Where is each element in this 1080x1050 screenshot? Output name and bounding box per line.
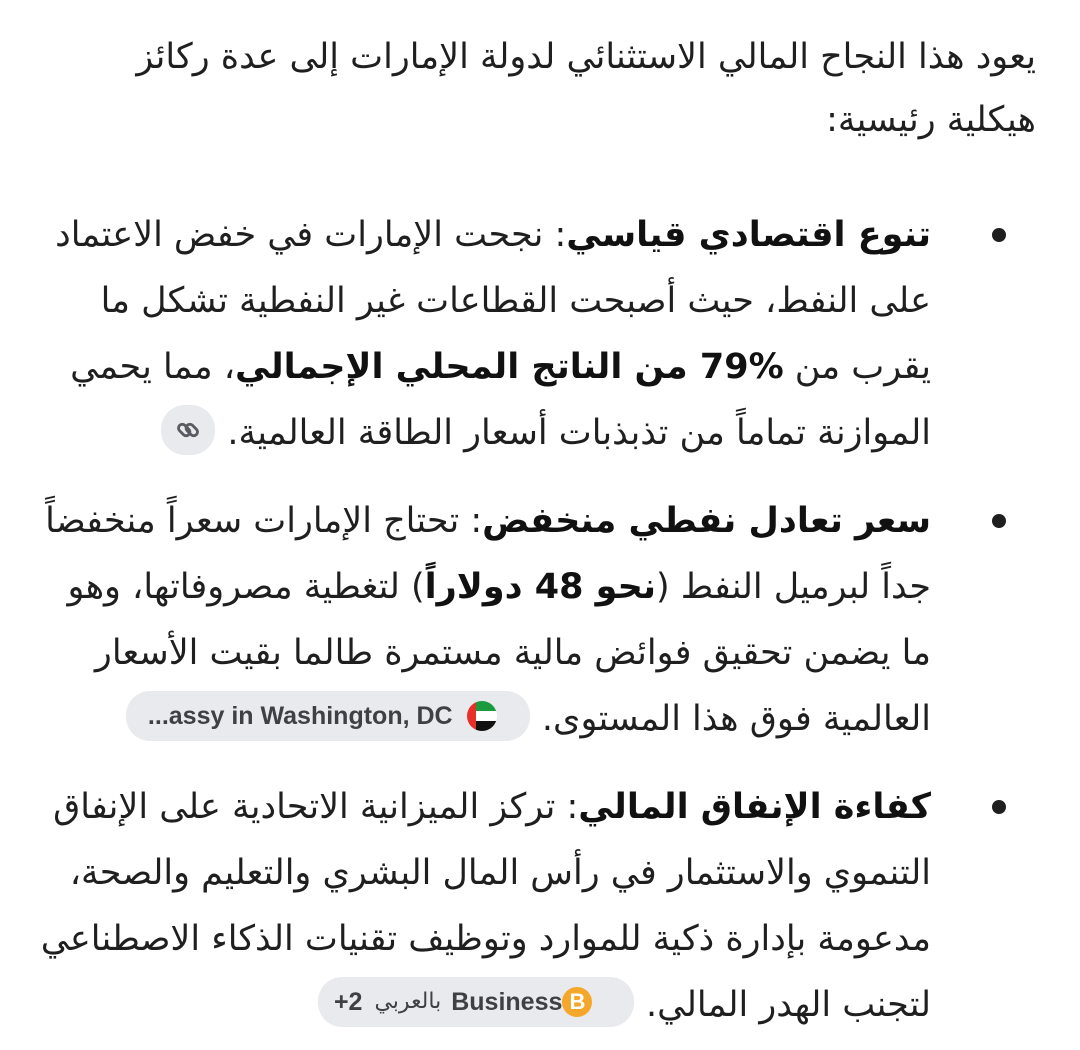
source-label-ar: بالعربي [374, 989, 442, 1014]
bullet-dot [992, 228, 1006, 242]
bullet-text: : نجحت الإمارات في خفض الاعتماد على النفط، حيث أصبحت القطاعات غير النفطية تشكل ما يقرب من [55, 215, 931, 387]
bullet-list [36, 202, 1036, 1038]
bullet-bold-value [235, 347, 784, 387]
source-chip-embassy[interactable] [126, 691, 530, 741]
bullet-title: سعر تعادل نفطي منخفض [482, 501, 931, 541]
bullet-dot [992, 800, 1006, 814]
business-logo-icon: B [562, 987, 592, 1017]
bullet-text: : تركز الميزانية الاتحادية على الإنفاق التنموي والاستثمار في رأس المال البشري والتعليم والصحة، مدعومة بإدارة ذكية للموارد وتوظيف تقنيات الذكاء الاصطناعي لتجنب الهدر المالي. [40, 787, 931, 1025]
oil-price-value: نحو 48 دولاراً [424, 567, 656, 607]
bullet-title: تنوع اقتصادي قياسي [566, 215, 931, 255]
bullet-body [36, 202, 931, 466]
uae-flag-icon [467, 701, 497, 731]
gdp-label: من الناتج المحلي الإجمالي [235, 347, 700, 387]
intro-paragraph: يعود هذا النجاح المالي الاستثنائي لدولة الإمارات إلى عدة ركائز هيكلية رئيسية: [136, 37, 1036, 140]
extra-sources-count: +2 [333, 988, 363, 1016]
source-label: Business [451, 988, 563, 1016]
bullet-item-breakeven [36, 488, 1036, 752]
bullet-text: : تحتاج الإمارات سعراً منخفضاً جداً لبرميل النفط ( [45, 501, 931, 607]
bullet-title: كفاءة الإنفاق المالي [578, 787, 931, 827]
bullet-text-end: ) لتغطية مصروفاتها، وهو ما يضمن تحقيق فوائض مالية مستمرة طالما بقيت الأسعار العالمية فوق هذا المستوى. [67, 567, 931, 739]
link-icon [175, 417, 201, 443]
source-label: ...assy in Washington, DC [147, 702, 453, 730]
bullet-body [36, 488, 931, 752]
bullet-text-end: ، مما يحمي الموازنة تماماً من تذبذبات أسعار الطاقة العالمية. [70, 347, 931, 453]
source-link-chip[interactable] [161, 405, 215, 455]
source-chip-business[interactable] [318, 977, 634, 1027]
bullet-item-spending [36, 774, 1036, 1038]
gdp-percentage: 79% [699, 347, 784, 387]
bullet-item-diversification [36, 202, 1036, 466]
response-content [36, 26, 1036, 1038]
bullet-body [36, 774, 931, 1038]
bullet-dot [992, 514, 1006, 528]
